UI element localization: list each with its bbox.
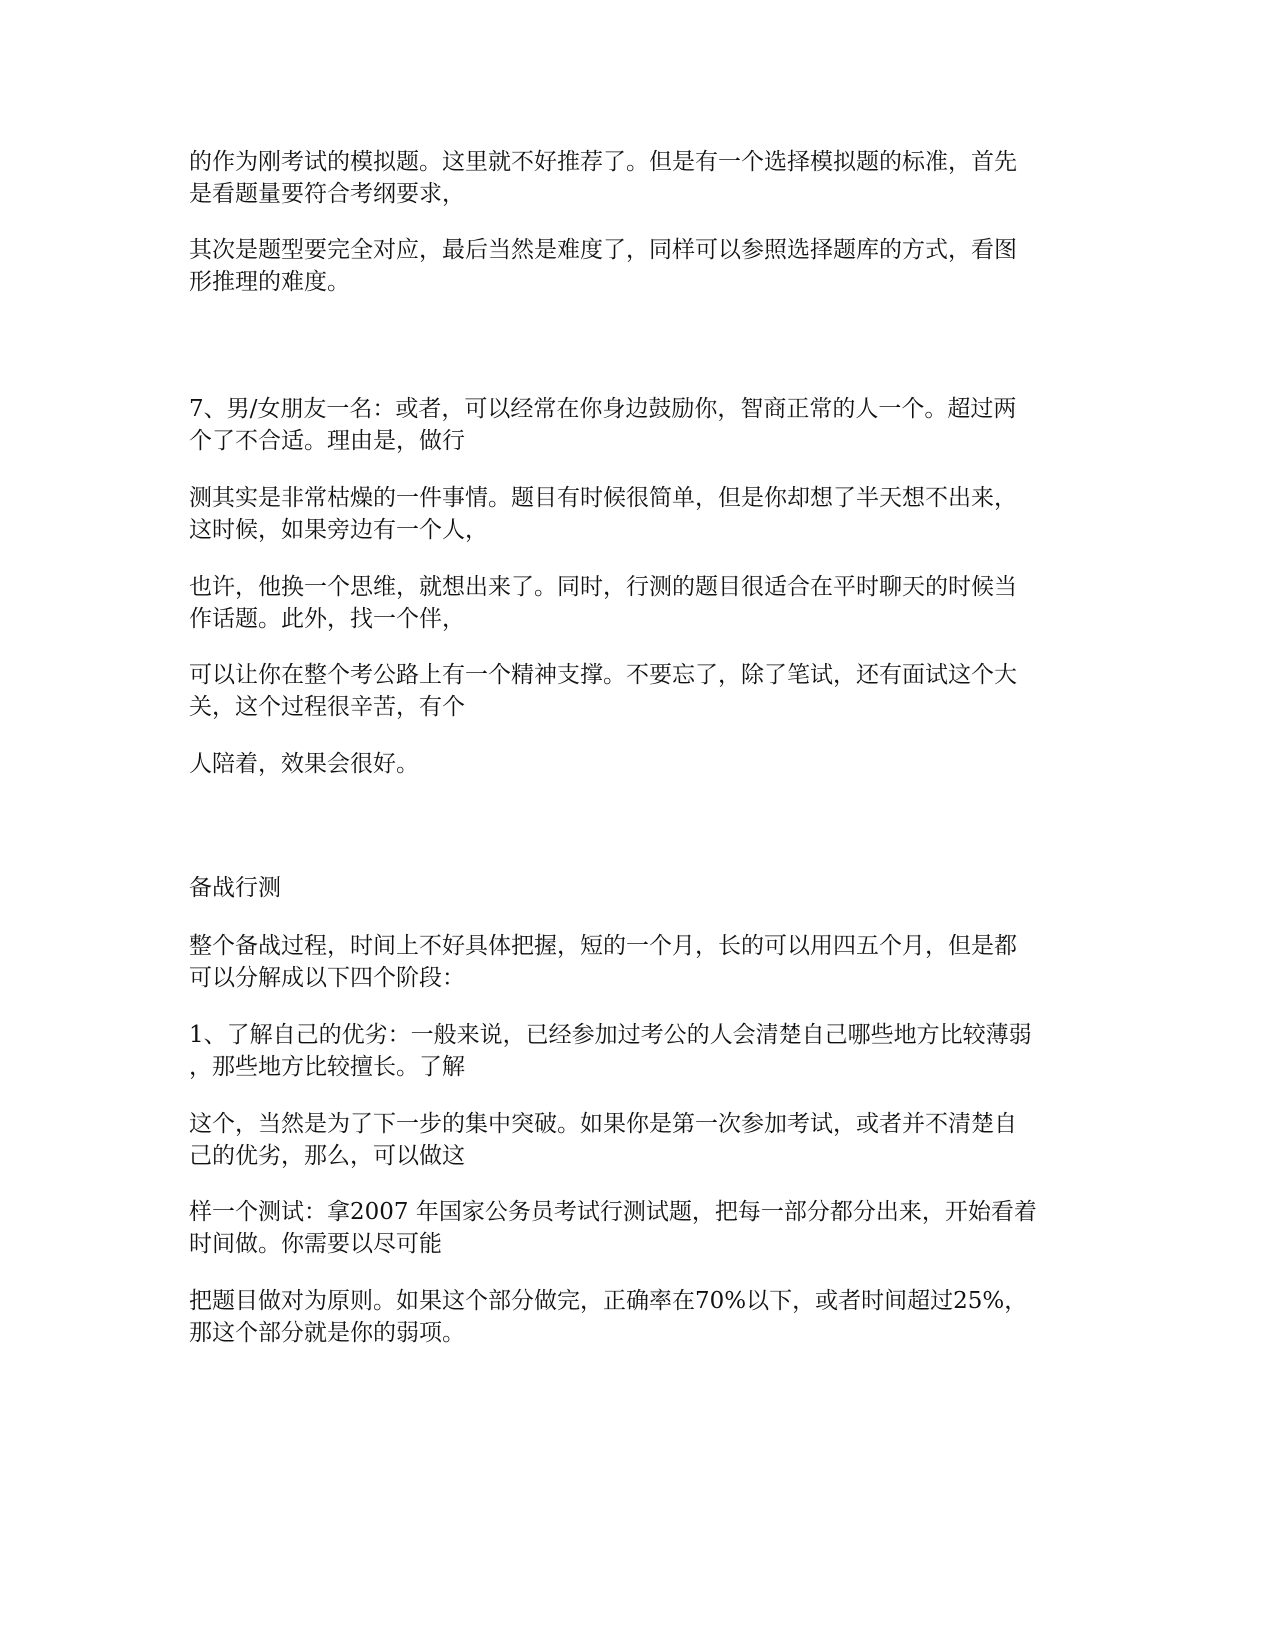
- text-line: 关，这个过程很辛苦，有个: [189, 694, 465, 720]
- paragraph-spiritual-support: [189, 659, 1094, 723]
- text-line: 把题目做对为原则。如果这个部分做完，正确率在70%以下，或者时间超过25%，: [189, 1288, 1028, 1314]
- paragraph-boring-test: [189, 482, 1094, 546]
- text-line: 那这个部分就是你的弱项。: [189, 1320, 465, 1346]
- paragraph-weak-area-criteria: [189, 1285, 1094, 1349]
- paragraph-focused-breakthrough: [189, 1108, 1094, 1172]
- text-line: 也许，他换一个思维，就想出来了。同时，行测的题目很适合在平时聊天的时候当: [189, 574, 1017, 600]
- paragraph-self-test: [189, 1196, 1094, 1260]
- text-line: 7、男/女朋友一名：或者，可以经常在你身边鼓励你，智商正常的人一个。超过两: [189, 396, 1017, 422]
- paragraph-item-1-strengths: [189, 1019, 1094, 1083]
- section-heading: [189, 872, 1094, 904]
- paragraph-change-thinking: [189, 571, 1094, 635]
- heading-text: 备战行测: [189, 875, 281, 901]
- text-line: 人陪着，效果会很好。: [189, 751, 419, 777]
- text-line: 测其实是非常枯燥的一件事情。题目有时候很简单，但是你却想了半天想不出来，: [189, 485, 1017, 511]
- paragraph-question-type-difficulty: [189, 234, 1094, 298]
- paragraph-mock-exam-standard: [189, 146, 1094, 210]
- text-line: 时间做。你需要以尽可能: [189, 1231, 442, 1257]
- text-line: 样一个测试：拿2007 年国家公务员考试行测试题，把每一部分都分出来，开始看着: [189, 1199, 1037, 1225]
- text-line: 己的优劣，那么，可以做这: [189, 1143, 465, 1169]
- text-line: 可以分解成以下四个阶段：: [189, 965, 465, 991]
- text-line: 作话题。此外，找一个伴，: [189, 606, 465, 632]
- text-line: 个了不合适。理由是，做行: [189, 428, 465, 454]
- text-line: 这时候，如果旁边有一个人，: [189, 517, 488, 543]
- text-line: 可以让你在整个考公路上有一个精神支撑。不要忘了，除了笔试，还有面试这个大: [189, 662, 1017, 688]
- text-line: 形推理的难度。: [189, 269, 350, 295]
- paragraph-item-7-partner: [189, 393, 1094, 457]
- paragraph-preparation-overview: [189, 930, 1094, 994]
- text-line: 的作为刚考试的模拟题。这里就不好推荐了。但是有一个选择模拟题的标准，首先: [189, 149, 1017, 175]
- text-line: ，那些地方比较擅长。了解: [189, 1054, 465, 1080]
- text-line: 是看题量要符合考纲要求，: [189, 181, 465, 207]
- text-line: 其次是题型要完全对应，最后当然是难度了，同样可以参照选择题库的方式，看图: [189, 237, 1017, 263]
- paragraph-company-effect: [189, 748, 1094, 780]
- text-line: 这个，当然是为了下一步的集中突破。如果你是第一次参加考试，或者并不清楚自: [189, 1111, 1017, 1137]
- text-line: 1、了解自己的优劣：一般来说，已经参加过考公的人会清楚自己哪些地方比较薄弱: [189, 1022, 1032, 1048]
- text-line: 整个备战过程，时间上不好具体把握，短的一个月，长的可以用四五个月，但是都: [189, 933, 1017, 959]
